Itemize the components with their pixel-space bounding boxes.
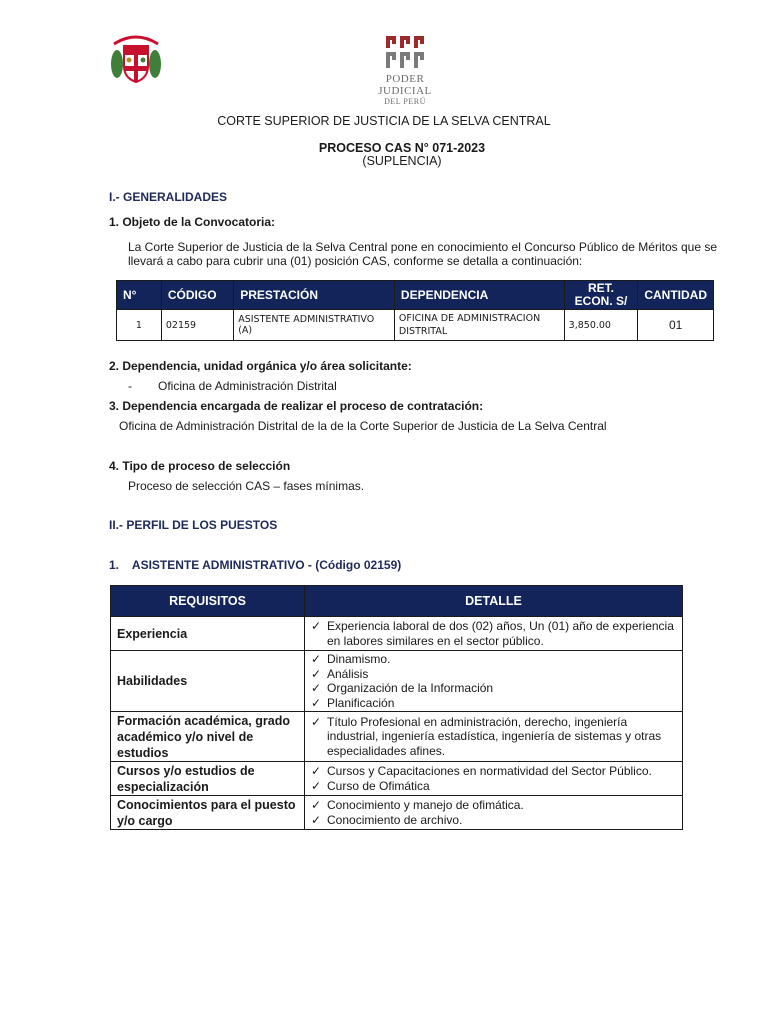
positions-table-header	[117, 281, 714, 310]
cell-quantity: 01	[638, 310, 714, 341]
cell-dependency-line-2: DISTRITAL	[398, 326, 448, 337]
process-title: PROCESO CAS N° 071-2023	[318, 141, 486, 155]
checkmark-icon: ✓	[311, 812, 322, 827]
detail-text: Análisis	[327, 666, 369, 681]
peru-coat-of-arms-logo	[108, 30, 164, 86]
cell-service: ASISTENTE ADMINISTRATIVO (A)	[234, 310, 395, 341]
table-row	[111, 617, 683, 651]
col-header-pay-line-2: ECON. S/	[574, 294, 628, 308]
profile-table-header	[111, 586, 683, 617]
checkmark-icon: ✓	[311, 681, 322, 695]
cell-number: 1	[117, 310, 162, 341]
detail-text: Planificación	[327, 695, 395, 710]
checkmark-icon: ✓	[311, 764, 322, 778]
item-1-text-line-2: llevará a cabo para cubrir una (01) posición CAS, conforme se detalla a continuación:	[128, 254, 583, 268]
item-1-text-line-1: La Corte Superior de Justicia de la Selva Central pone en conocimiento el Concurso Público de Méritos que se	[128, 240, 717, 254]
list-item	[311, 798, 676, 813]
checkmark-icon: ✓	[311, 798, 322, 812]
list-item	[311, 652, 676, 667]
poder-judicial-logo	[360, 34, 450, 104]
item-4-title: 4. Tipo de proceso de selección	[109, 459, 291, 473]
table-row	[111, 651, 683, 712]
detail-education	[305, 712, 683, 762]
col-header-number: N°	[117, 281, 162, 310]
detail-text: Título Profesional en administración, derecho, ingeniería industrial, ingeniería estadística, ingeniería de sistemas y otras especialidades afines.	[327, 714, 662, 758]
pj-logo-name: PODER JUDICIAL	[378, 73, 432, 97]
list-item	[311, 715, 676, 759]
court-title: CORTE SUPERIOR DE JUSTICIA DE LA SELVA CENTRAL	[217, 114, 551, 128]
process-subtitle: (SUPLENCIA)	[362, 154, 442, 168]
section-2-title: II.- PERFIL DE LOS PUESTOS	[109, 518, 278, 532]
detail-text: Conocimiento y manejo de ofimática.	[327, 798, 524, 812]
checkmark-icon: ✓	[311, 652, 322, 666]
checkmark-icon: ✓	[311, 619, 322, 633]
item-1-title: 1. Objeto de la Convocatoria:	[109, 215, 276, 229]
list-item	[311, 813, 676, 828]
detail-text: Curso de Ofimática	[327, 778, 430, 793]
positions-table	[116, 280, 714, 341]
item-3-title: 3. Dependencia encargada de realizar el proceso de contratación:	[109, 399, 484, 413]
cell-dependency	[394, 310, 564, 341]
col-header-pay-line-1: RET.	[587, 281, 614, 295]
cell-code: 02159	[161, 310, 233, 341]
profile-table	[110, 585, 683, 830]
requirement-skills: Habilidades	[111, 651, 305, 712]
col-header-quantity: CANTIDAD	[638, 281, 714, 310]
item-2-bullet: -	[128, 379, 132, 393]
list-item	[311, 779, 676, 794]
col-header-detail: DETALLE	[305, 586, 683, 617]
table-row	[111, 712, 683, 762]
requirement-education: Formación académica, grado académico y/o nivel de estudios	[111, 712, 305, 762]
cell-dependency-line-1: OFICINA DE ADMINISTRACION	[398, 313, 541, 324]
checkmark-icon: ✓	[311, 714, 322, 729]
checkmark-icon: ✓	[311, 695, 322, 710]
table-row	[111, 762, 683, 796]
col-header-service: PRESTACIÓN	[234, 281, 395, 310]
item-2-value: Oficina de Administración Distrital	[158, 379, 337, 393]
detail-text: Organización de la Información	[327, 681, 494, 695]
col-header-pay	[564, 281, 638, 310]
item-2-title: 2. Dependencia, unidad orgánica y/o área solicitante:	[109, 359, 412, 373]
checkmark-icon: ✓	[311, 778, 322, 793]
requirement-knowledge: Conocimientos para el puesto y/o cargo	[111, 796, 305, 830]
cell-pay: 3,850.00	[564, 310, 638, 341]
detail-text: Dinamismo.	[327, 652, 391, 666]
detail-experience	[305, 617, 683, 651]
requirement-courses: Cursos y/o estudios de especialización	[111, 762, 305, 796]
table-row	[111, 796, 683, 830]
detail-text: Conocimiento de archivo.	[327, 812, 463, 827]
checkmark-icon: ✓	[311, 666, 322, 681]
detail-text: Experiencia laboral de dos (02) años, Un (01) año de experiencia en labores similares en el sector público.	[327, 619, 674, 648]
list-item	[311, 696, 676, 711]
detail-courses	[305, 762, 683, 796]
col-header-requirements: REQUISITOS	[111, 586, 305, 617]
col-header-code: CÓDIGO	[161, 281, 233, 310]
item-4-value: Proceso de selección CAS – fases mínimas.	[128, 479, 365, 493]
detail-skills	[305, 651, 683, 712]
pj-logo-country: DEL PERÚ	[384, 97, 426, 106]
detail-text: Cursos y Capacitaciones en normatividad del Sector Público.	[327, 764, 652, 778]
section-1-title: I.- GENERALIDADES	[109, 190, 228, 204]
col-header-dependency: DEPENDENCIA	[394, 281, 564, 310]
requirement-experience: Experiencia	[111, 617, 305, 651]
position-title: 1. ASISTENTE ADMINISTRATIVO - (Código 02159)	[109, 558, 402, 572]
table-row	[117, 310, 714, 341]
detail-knowledge	[305, 796, 683, 830]
item-3-value: Oficina de Administración Distrital de la de la Corte Superior de Justicia de La Selva Central	[119, 419, 607, 433]
list-item	[311, 619, 676, 648]
list-item	[311, 667, 676, 682]
list-item	[311, 681, 676, 696]
list-item	[311, 764, 676, 779]
